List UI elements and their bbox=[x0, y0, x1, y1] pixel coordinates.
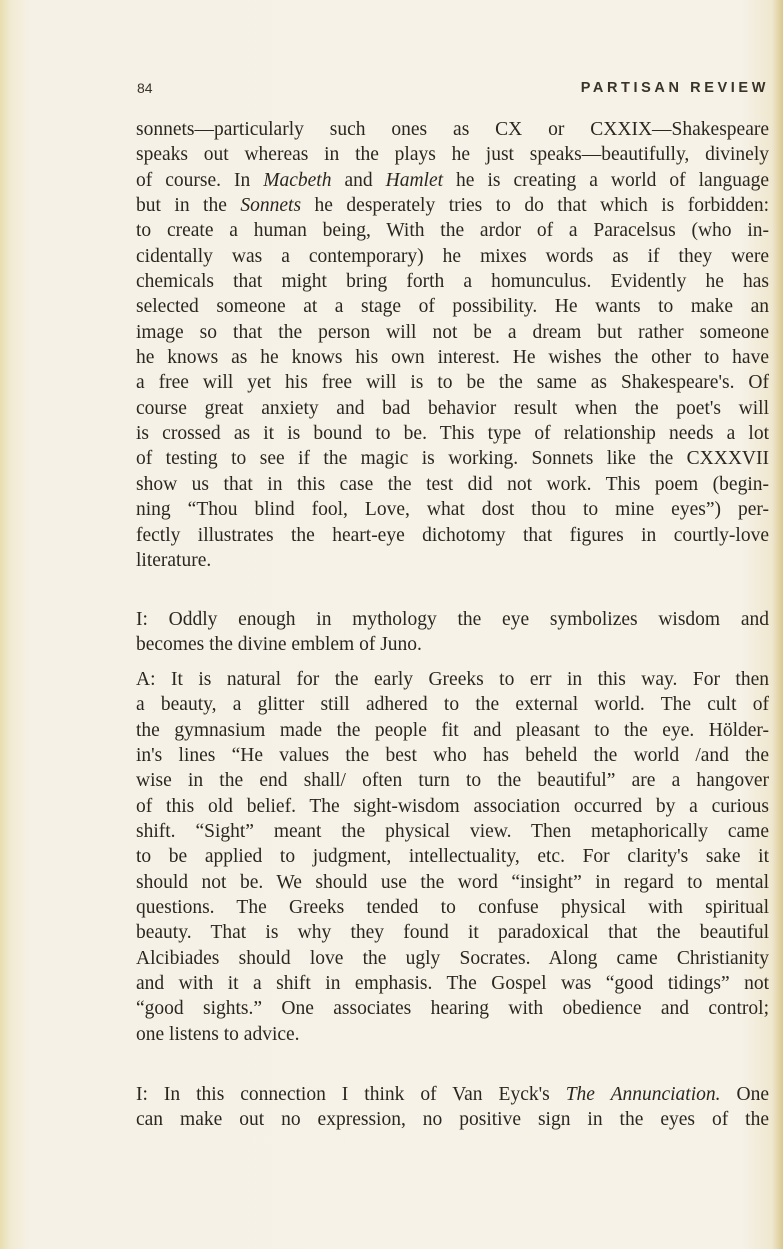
text-line: “good sights.” One associates hearing with obedience and control; bbox=[136, 998, 769, 1020]
paragraph-interviewer-van-eyck bbox=[136, 1082, 769, 1133]
running-title: PARTISAN REVIEW bbox=[580, 80, 769, 96]
text-line: and with it a shift in emphasis. The Gospel was “good tidings” not bbox=[136, 973, 769, 995]
text-line: in's lines “He values the best who has beheld the world /and the bbox=[136, 745, 769, 767]
text-line: literature. bbox=[136, 549, 212, 571]
page-number: 84 bbox=[137, 80, 153, 96]
text-line: of this old belief. The sight-wisdom association occurred by a curious bbox=[136, 795, 769, 817]
text-line: show us that in this case the test did not work. This poem (begin- bbox=[136, 473, 769, 495]
text-line: questions. The Greeks tended to confuse physical with spiritual bbox=[136, 897, 769, 919]
text-line: of testing to see if the magic is working. Sonnets like the CXXXVII bbox=[136, 448, 769, 470]
text-line: beauty. That is why they found it paradoxical that the beautiful bbox=[136, 922, 769, 944]
text-line: Alcibiades should love the ugly Socrates. Along came Christianity bbox=[136, 947, 769, 969]
text-line: the gymnasium made the people fit and pleasant to the eye. Hölder- bbox=[136, 719, 769, 741]
text-line: cidentally was a contemporary) he mixes words as if they were bbox=[136, 245, 769, 267]
text-line: of course. In Macbeth and Hamlet he is creating a world of language bbox=[136, 169, 770, 191]
text-line: can make out no expression, no positive sign in the eyes of the bbox=[136, 1109, 769, 1131]
text-line: should not be. We should use the word “insight” in regard to mental bbox=[136, 871, 769, 893]
text-line: fectly illustrates the heart-eye dichotomy that figures in courtly-love bbox=[136, 524, 769, 546]
text-line: one listens to advice. bbox=[136, 1023, 300, 1045]
text-line: ning “Thou blind fool, Love, what dost thou to mine eyes”) per- bbox=[136, 499, 769, 521]
text-line: A: It is natural for the early Greeks to err in this way. For then bbox=[136, 669, 769, 690]
text-line: I: In this connection I think of Van Eyck's The Annunciation. One bbox=[136, 1084, 769, 1105]
text-line: to be applied to judgment, intellectuality, etc. For clarity's sake it bbox=[136, 846, 769, 868]
text-line: he knows as he knows his own interest. He wishes the other to have bbox=[136, 347, 769, 369]
paragraph-interviewer-mythology bbox=[136, 607, 769, 658]
text-line: wise in the end shall/ often turn to the beautiful” are a hangover bbox=[136, 770, 769, 792]
text-line: speaks out whereas in the plays he just speaks—beautifully, divinely bbox=[136, 144, 769, 166]
text-line: a free will yet his free will is to be the same as Shakespeare's. Of bbox=[136, 372, 769, 394]
text-line: selected someone at a stage of possibility. He wants to make an bbox=[136, 296, 769, 318]
paragraph-sonnets bbox=[136, 117, 769, 573]
text-line: course great anxiety and bad behavior result when the poet's will bbox=[136, 397, 769, 419]
text-line: sonnets—particularly such ones as CX or CXXIX—Shakespeare bbox=[136, 119, 769, 140]
text-line: becomes the divine emblem of Juno. bbox=[136, 634, 422, 656]
text-line: is crossed as it is bound to be. This type of relationship needs a lot bbox=[136, 423, 769, 445]
text-line: chemicals that might bring forth a homunculus. Evidently he has bbox=[136, 271, 769, 293]
text-line: but in the Sonnets he desperately tries to do that which is forbidden: bbox=[136, 195, 769, 217]
text-line: shift. “Sight” meant the physical view. Then metaphorically came bbox=[136, 821, 769, 843]
text-line: I: Oddly enough in mythology the eye symbolizes wisdom and bbox=[136, 609, 769, 630]
text-line: a beauty, a glitter still adhered to the external world. The cult of bbox=[136, 694, 769, 716]
paragraph-answer-greeks bbox=[136, 667, 769, 1047]
text-line: to create a human being, With the ardor of a Paracelsus (who in- bbox=[136, 220, 769, 242]
text-line: image so that the person will not be a dream but rather someone bbox=[136, 321, 769, 343]
